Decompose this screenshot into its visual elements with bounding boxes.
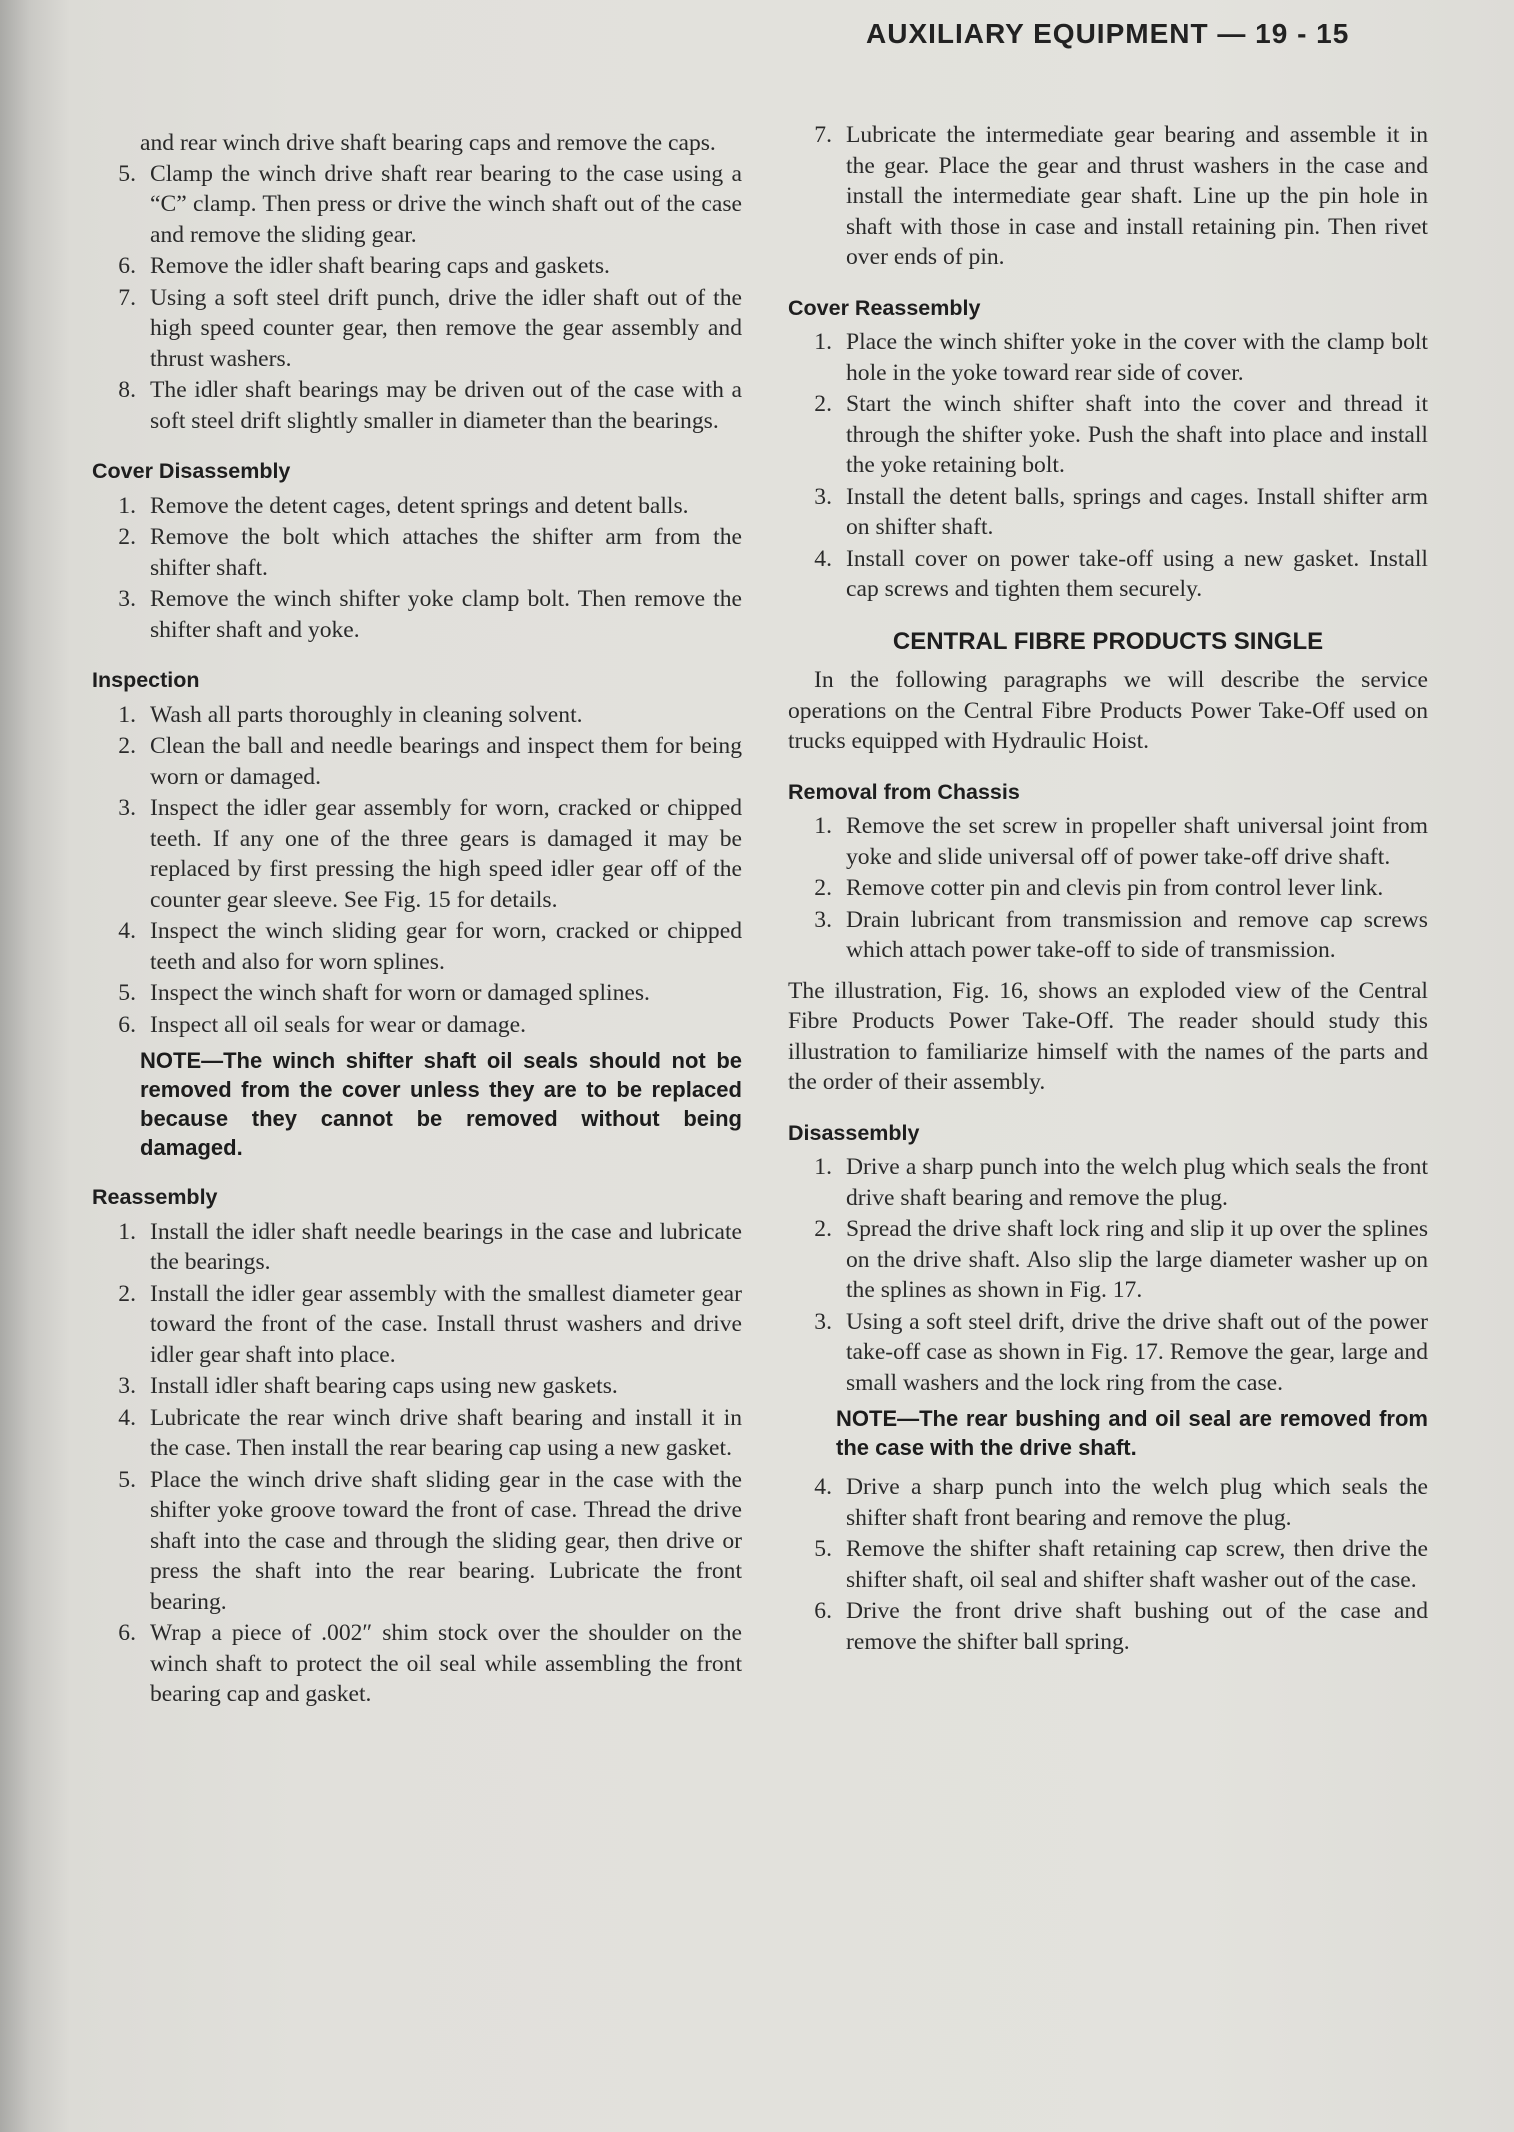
step-text: Drive the front drive shaft bushing out of the case and remove the shifter ball spring. xyxy=(846,1598,1428,1655)
step-number: 3. xyxy=(118,586,136,612)
step-number: 3. xyxy=(118,795,136,821)
step-number: 6. xyxy=(118,253,136,279)
list-item xyxy=(92,491,742,522)
list-item xyxy=(92,700,742,731)
list-item xyxy=(92,251,742,282)
heading-cover-reassembly: Cover Reassembly xyxy=(788,295,981,320)
list-item xyxy=(788,1152,1428,1213)
step-number: 7. xyxy=(814,122,832,148)
step-text: Clamp the winch drive shaft rear bearing to the case using a “C” clamp. Then press or drive the winch shaft out of the case and remove the sliding gear. xyxy=(150,160,742,248)
heading-removal-from-chassis: Removal from Chassis xyxy=(788,779,1020,804)
step-number: 2. xyxy=(814,875,832,901)
step-text: Place the winch shifter yoke in the cover with the clamp bolt hole in the yoke toward rear side of cover. xyxy=(846,329,1428,386)
step-number: 7. xyxy=(118,284,136,311)
step-text: Inspect the winch sliding gear for worn, cracked or chipped teeth and also for worn splines. xyxy=(150,918,742,975)
list-item xyxy=(92,978,742,1009)
list-item xyxy=(788,1534,1428,1595)
list-item xyxy=(788,482,1428,543)
list-item xyxy=(92,375,742,436)
heading-central-fibre: CENTRAL FIBRE PRODUCTS SINGLE xyxy=(892,627,1324,655)
step-text: Remove the bolt which attaches the shifter arm from the shifter shaft. xyxy=(150,524,742,581)
disassembly-steps-b xyxy=(788,1472,1428,1657)
step-number: 1. xyxy=(118,492,136,519)
list-item xyxy=(788,873,1428,904)
step-text: Remove the shifter shaft retaining cap screw, then drive the shifter shaft, oil seal and shifter shaft washer out of the case. xyxy=(846,1536,1428,1593)
step-text: Using a soft steel drift punch, drive the idler shaft out of the high speed counter gear, then remove the gear assembly and thrust washers. xyxy=(150,284,742,372)
step-text: Place the winch drive shaft sliding gear in the case with the shifter yoke groove toward the front of case. Thread the drive shaft into the case and through the sliding gear, then drive or press the shaft into the rear bearing. Lubricate the front bearing. xyxy=(150,1466,742,1615)
step-number: 6. xyxy=(118,1620,136,1646)
cover-disassembly-steps xyxy=(92,491,742,646)
step-number: 4. xyxy=(118,918,136,944)
step-text: Clean the ball and needle bearings and inspect them for being worn or damaged. xyxy=(150,733,742,790)
list-item xyxy=(92,522,742,583)
step-number: 5. xyxy=(814,1536,832,1562)
step-text: Install idler shaft bearing caps using new gaskets. xyxy=(150,1373,618,1399)
list-item xyxy=(788,1307,1428,1399)
disassembly-steps-a xyxy=(788,1152,1428,1398)
list-item xyxy=(92,731,742,792)
list-item xyxy=(92,916,742,977)
step-text: Inspect the winch shaft for worn or damaged splines. xyxy=(150,980,650,1006)
step-number: 1. xyxy=(814,1154,832,1180)
reassembly-steps xyxy=(92,1217,742,1710)
step-number: 2. xyxy=(814,1216,832,1242)
step-text: Drive a sharp punch into the welch plug which seals the shifter shaft front bearing and remove the plug. xyxy=(846,1474,1428,1531)
list-item xyxy=(788,120,1428,273)
step-number: 4. xyxy=(118,1404,136,1431)
removal-steps xyxy=(788,811,1428,966)
step-number: 1. xyxy=(118,1218,136,1245)
step-number: 5. xyxy=(118,980,136,1006)
step-text: Start the winch shifter shaft into the cover and thread it through the shifter yoke. Push the shaft into place and install the yoke retaining bolt. xyxy=(846,391,1428,478)
heading-reassembly: Reassembly xyxy=(92,1185,218,1209)
heading-disassembly: Disassembly xyxy=(788,1120,920,1145)
step-number: 6. xyxy=(814,1598,832,1624)
step-number: 2. xyxy=(814,391,832,417)
list-item xyxy=(92,793,742,915)
step-number: 3. xyxy=(814,906,832,933)
disassembly-note: NOTE—The rear bushing and oil seal are removed from the case with the drive shaft. xyxy=(836,1406,1428,1460)
list-item xyxy=(788,544,1428,605)
step-text: Drain lubricant from transmission and remove cap screws which attach power take-off to side of transmission. xyxy=(846,906,1428,963)
list-item xyxy=(788,1596,1428,1657)
step-text: Remove cotter pin and clevis pin from control lever link. xyxy=(846,875,1384,901)
continuation-text: and rear winch drive shaft bearing caps and remove the caps. xyxy=(140,130,716,156)
inspection-note: NOTE—The winch shifter shaft oil seals should not be removed from the cover unless they are to be replaced because they cannot be removed without being damaged. xyxy=(140,1048,742,1160)
left-steps-a xyxy=(92,159,742,437)
list-item xyxy=(92,584,742,645)
step-text: Inspect the idler gear assembly for worn, cracked or chipped teeth. If any one of the three gears is damaged it may be replaced by first pressing the high speed idler gear off of the counter gear sleeve. See Fig. 15 for details. xyxy=(150,795,742,913)
left-column xyxy=(92,128,742,1711)
step-number: 4. xyxy=(814,1474,832,1500)
right-column xyxy=(788,120,1428,1658)
step-text: Install cover on power take-off using a new gasket. Install cap screws and tighten them securely. xyxy=(846,545,1428,602)
list-item xyxy=(92,1465,742,1618)
step-text: Using a soft steel drift, drive the drive shaft out of the power take-off case as shown in Fig. 17. Remove the gear, large and small washers and the lock ring from the case. xyxy=(846,1308,1428,1396)
step-number: 6. xyxy=(118,1011,136,1038)
list-item xyxy=(788,389,1428,481)
right-steps-a xyxy=(788,120,1428,273)
step-number: 1. xyxy=(814,329,832,355)
step-number: 2. xyxy=(118,524,136,550)
step-text: Inspect all oil seals for wear or damage. xyxy=(150,1011,527,1038)
list-item xyxy=(92,159,742,251)
list-item xyxy=(92,1010,742,1041)
step-number: 1. xyxy=(814,813,832,839)
list-item xyxy=(92,1403,742,1464)
heading-inspection: Inspection xyxy=(92,668,200,692)
step-text: Remove the idler shaft bearing caps and gaskets. xyxy=(150,253,610,279)
step-number: 5. xyxy=(118,160,136,187)
step-number: 3. xyxy=(814,483,832,510)
list-item xyxy=(92,1618,742,1710)
list-item xyxy=(92,1279,742,1371)
step-text: Remove the winch shifter yoke clamp bolt. Then remove the shifter shaft and yoke. xyxy=(150,586,742,643)
step-number: 3. xyxy=(814,1308,832,1335)
step-number: 1. xyxy=(118,701,136,728)
step-text: The idler shaft bearings may be driven out of the case with a soft steel drift slightly smaller in diameter than the bearings. xyxy=(150,377,742,434)
list-item xyxy=(788,811,1428,872)
central-fibre-intro: In the following paragraphs we will describe the service operations on the Central Fibre Products Power Take-Off used on trucks equipped with Hydraulic Hoist. xyxy=(788,667,1428,754)
list-item xyxy=(92,1217,742,1278)
step-text: Drive a sharp punch into the welch plug which seals the front drive shaft bearing and remove the plug. xyxy=(846,1154,1428,1211)
step-text: Lubricate the intermediate gear bearing and assemble it in the gear. Place the gear and thrust washers in the case and install the intermediate gear shaft. Line up the pin hole in shaft with those in case and install retaining pin. Then rivet over ends of pin. xyxy=(846,122,1428,270)
list-item xyxy=(92,283,742,375)
list-item xyxy=(788,905,1428,966)
step-number: 5. xyxy=(118,1466,136,1493)
step-number: 3. xyxy=(118,1373,136,1399)
running-head: AUXILIARY EQUIPMENT — 19 - 15 xyxy=(866,18,1350,49)
list-item xyxy=(788,1472,1428,1533)
step-text: Install the idler shaft needle bearings in the case and lubricate the bearings. xyxy=(150,1218,742,1275)
step-text: Wash all parts thoroughly in cleaning solvent. xyxy=(150,701,583,728)
step-number: 2. xyxy=(118,733,136,759)
list-item xyxy=(788,327,1428,388)
step-number: 8. xyxy=(118,377,136,403)
heading-cover-disassembly: Cover Disassembly xyxy=(92,459,291,483)
step-text: Install the idler gear assembly with the smallest diameter gear toward the front of the case. Install thrust washers and drive idler gear shaft into place. xyxy=(150,1280,742,1368)
step-text: Install the detent balls, springs and cages. Install shifter arm on shifter shaft. xyxy=(846,483,1428,540)
step-text: Remove the detent cages, detent springs and detent balls. xyxy=(150,492,689,519)
inspection-steps xyxy=(92,700,742,1041)
list-item xyxy=(92,1371,742,1402)
cover-reassembly-steps xyxy=(788,327,1428,605)
step-text: Wrap a piece of .002″ shim stock over the shoulder on the winch shaft to protect the oil seal while assembling the front bearing cap and gasket. xyxy=(150,1620,742,1707)
step-number: 4. xyxy=(814,545,832,572)
step-text: Spread the drive shaft lock ring and slip it up over the splines on the drive shaft. Also slip the large diameter washer up on the splines as shown in Fig. 17. xyxy=(846,1216,1428,1303)
list-item xyxy=(788,1214,1428,1306)
step-text: Remove the set screw in propeller shaft universal joint from yoke and slide universal off of power take-off drive shaft. xyxy=(846,813,1428,870)
illustration-paragraph: The illustration, Fig. 16, shows an exploded view of the Central Fibre Products Power Take-Off. The reader should study this illustration to familiarize himself with the names of the parts and the order of their assembly. xyxy=(788,977,1428,1095)
step-number: 2. xyxy=(118,1280,136,1307)
step-text: Lubricate the rear winch drive shaft bearing and install it in the case. Then install the rear bearing cap using a new gasket. xyxy=(150,1404,742,1461)
